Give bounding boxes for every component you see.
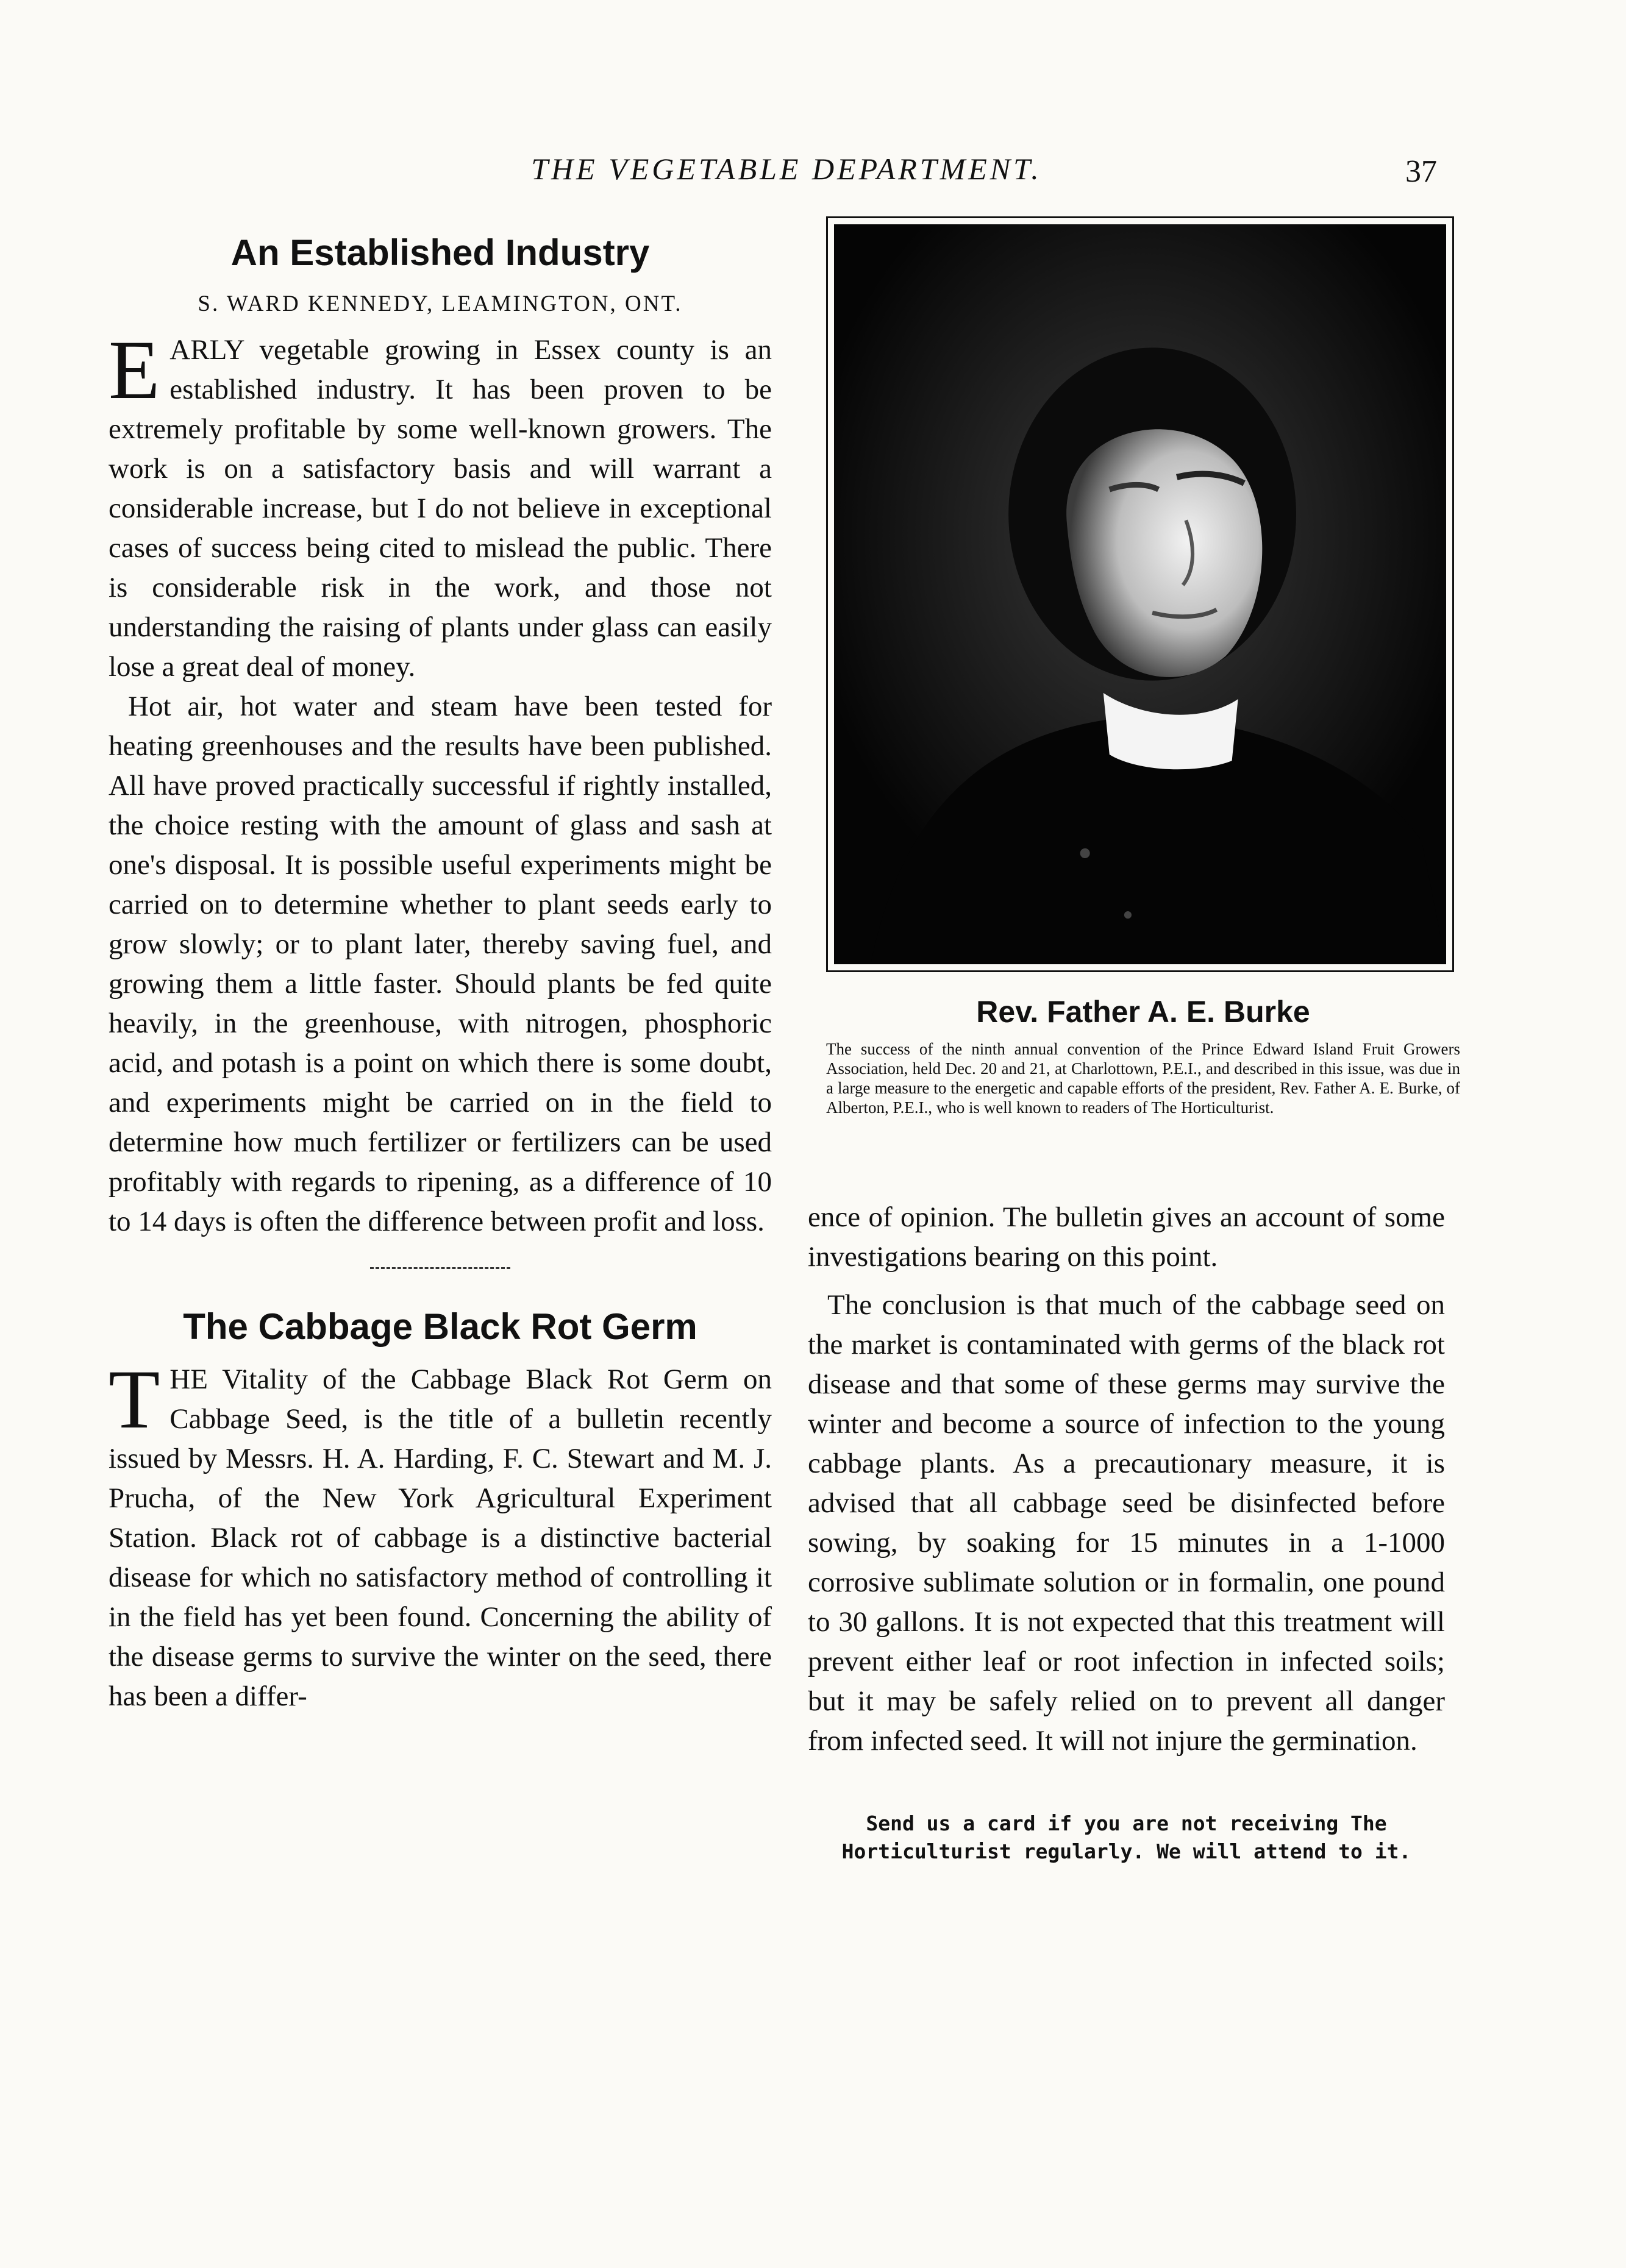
article-title: An Established Industry: [230, 232, 650, 273]
notice-line: Horticulturist regularly. We will attend to it.: [841, 1840, 1411, 1863]
portrait-photo: [834, 224, 1446, 964]
article-paragraph: The conclusion is that much of the cabbage seed on the market is contaminated with germs of the black rot disease and that some of these germs may survive the winter and become a source of infection to the young cabbage plants. As a precautionary measure, it is advised that all cabbage seed be disinfected before sowing, by soaking for 15 minutes in a 1-1000 corrosive sublimate solution or in formalin, one pound to 30 gallons. It is not expected that this treatment will prevent either leaf or root infection in infected soils; but it may be safely relied on to prevent all danger from infected seed. It will not injure the germination.: [808, 1289, 1445, 1757]
left-column: [109, 219, 772, 1716]
drop-cap: T: [109, 1353, 160, 1446]
paragraph-text: HE Vitality of the Cabbage Black Rot Germ on Cabbage Seed, is the title of a bulletin recently issued by Messrs. H. A. Harding, F. C. Stewart and M. J. Prucha, of the New York Agricultural Experiment Station. Black rot of cabbage is a distinctive bacterial disease for which no satisfactory method of controlling it in the field has yet been found. Concerning the ability of the disease germs to survive the winter on the seed, there has been a differ-: [109, 1363, 772, 1712]
photo-caption-title: Rev. Father A. E. Burke: [976, 995, 1310, 1029]
article-paragraph: Hot air, hot water and steam have been tested for heating greenhouses and the results have been published. All have proved practically successful if rightly installed, the choice resting with the amount of glass and sash at one's disposal. It is possible useful experiments might be carried on to determine whether to plant seeds early to grow slowly; or to plant later, thereby saving fuel, and growing them a little faster. Should plants be fed quite heavily, in the greenhouse, with nitrogen, phosphoric acid, and potash is a point on which there is some doubt, and experiments might be carried on in the field to determine how much fertilizer or fertilizers can be used profitably with regards to ripening, as a difference of 10 to 14 days is often the difference between profit and loss.: [109, 691, 772, 1237]
byline: S. WARD KENNEDY, LEAMINGTON, ONT.: [198, 291, 683, 316]
subscription-notice: [808, 1810, 1445, 1866]
photo-caption: The success of the ninth annual convention of the Prince Edward Island Fruit Growers Association, held Dec. 20 and 21, at Charlottown, P.E.I., and described in this issue, was due in a large measure to the energetic and capable efforts of the president, Rev. Father A. E. Burke, of Alberton, P.E.I., who is well known to readers of The Horticulturist.: [826, 1040, 1460, 1117]
article-paragraph: ence of opinion. The bulletin gives an account of some investigations bearing on this point.: [808, 1201, 1445, 1273]
section-divider: [370, 1267, 510, 1269]
article-title: The Cabbage Black Rot Germ: [183, 1306, 697, 1347]
paragraph-text: ARLY vegetable growing in Essex county is an established industry. It has been proven to be extremely profitable by some well-known growers. The work is on a satisfactory basis and will warrant a considerable increase, but I do not believe in exceptional cases of success being cited to mislead the public. There is considerable risk in the work, and those not understanding the raising of plants under glass can easily lose a great deal of money.: [109, 334, 772, 683]
right-column: [808, 1198, 1445, 1866]
article-paragraph: [109, 323, 772, 687]
page-number: 37: [1405, 154, 1437, 189]
portrait-frame: [826, 216, 1454, 972]
notice-line: Send us a card if you are not receiving The: [866, 1811, 1387, 1835]
photo-block: [826, 216, 1460, 1117]
portrait-image: [834, 224, 1446, 964]
drop-cap: E: [109, 323, 160, 416]
article-paragraph: [109, 1353, 772, 1716]
running-head: THE VEGETABLE DEPARTMENT.: [531, 152, 1042, 186]
